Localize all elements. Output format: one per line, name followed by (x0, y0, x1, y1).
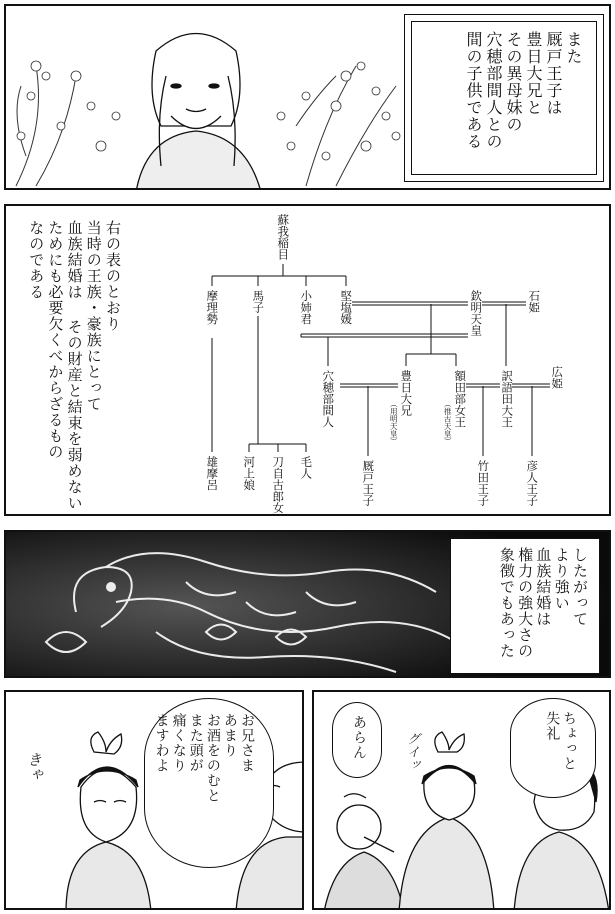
tree-kitashi: 堅塩媛 (339, 290, 354, 325)
speech-text-5a: ちょっと 失礼 (544, 711, 577, 771)
genealogy-chart (6, 206, 611, 516)
panel-4 (4, 690, 304, 910)
tree-okamaro: 雄摩呂 (205, 456, 220, 491)
narration-text-2: 右の表のとおり 当時の王族・豪族にとって 血族結婚は その財産と結束を弱めない ためにも必要欠くべからざるもの なのである (27, 220, 122, 511)
narration-text-3: したがって より強い 血族結婚は 権力の強大さの 象徴でもあった (497, 547, 589, 659)
tree-hirohime: 広姫 (550, 366, 565, 389)
tree-ishihime: 石姫 (527, 290, 542, 313)
tree-marise: 摩理勢 (205, 290, 220, 325)
narration-box-3 (450, 538, 600, 674)
tree-kawakami: 河上娘 (242, 456, 257, 491)
speech-bubble-5a (510, 698, 596, 798)
panel-3 (4, 530, 611, 678)
tree-osada: 訳語田大王 (500, 370, 515, 428)
tree-kinmei: 欽明天皇 (469, 290, 484, 336)
panel-1 (4, 4, 611, 190)
panel-2 (4, 204, 611, 516)
tree-hikohito: 彦人王子 (525, 460, 540, 506)
tree-umako: 馬子 (251, 290, 266, 313)
tree-soga-iname: 蘇我稲目 (276, 214, 291, 260)
tree-anahobe: 穴穂部間人 (321, 370, 336, 428)
narration-box-1 (404, 14, 604, 182)
narration-text-1: また 厩戸王子は 豊日大兄と その異母妹の 穴穂部間人との 間の子供である (464, 31, 583, 150)
panel-5 (312, 690, 611, 910)
speech-bubble-5b (332, 702, 382, 778)
speech-bubble-4 (144, 698, 274, 868)
speech-text-5b: あらん (351, 715, 367, 760)
sfx-kya: きゃ (25, 752, 43, 782)
tree-nukata-note: （推古天皇） (443, 400, 453, 445)
tree-toyohi: 豊日大兄 (399, 370, 414, 416)
tree-emishi: 毛人 (299, 456, 314, 479)
tree-takeda: 竹田王子 (476, 460, 491, 506)
tree-umayado: 厩戸王子 (361, 460, 376, 506)
tree-oane: 小姉君 (299, 290, 314, 325)
tree-tojiko: 刀自古郎女 (271, 456, 286, 514)
speech-text-4: お兄さま あまり お酒をのむと また頭が 痛くなり ますわよ (153, 713, 255, 803)
tree-nukata: 額田部女王 (453, 370, 468, 428)
sfx-gui: グイッ (404, 732, 419, 771)
tree-toyohi-note: （用明天皇） (389, 400, 399, 445)
